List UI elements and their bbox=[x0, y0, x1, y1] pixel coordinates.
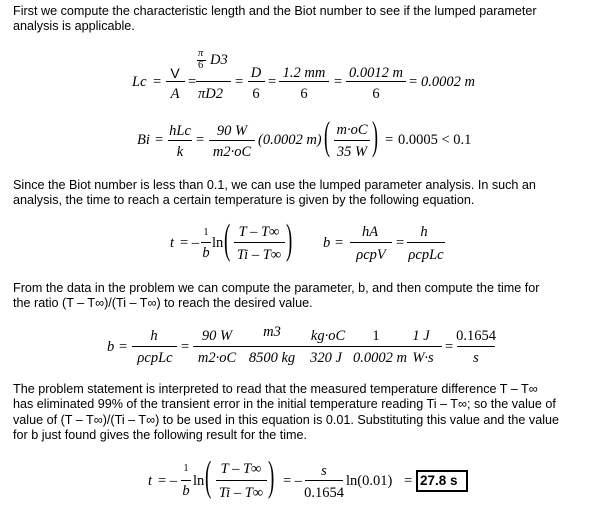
fraction-bar bbox=[305, 480, 343, 481]
fraction-bar bbox=[181, 480, 191, 481]
right-paren: ) bbox=[286, 217, 293, 263]
text-line: analysis, the time to reach a certain temperature is given by the following equation. bbox=[13, 193, 475, 208]
equals: = bbox=[196, 132, 205, 148]
length-value: (0.0002 m) bbox=[258, 132, 322, 148]
t-minus-tinf: T – T∞ bbox=[220, 461, 262, 477]
fraction-bar bbox=[201, 242, 211, 243]
bi-denominator: m2·oC bbox=[212, 144, 252, 160]
text-line: From the data in the problem we can compute the parameter, b, and then compute the time for bbox=[13, 281, 540, 295]
fraction-bar bbox=[216, 480, 267, 481]
fraction-bar bbox=[407, 242, 445, 243]
bi-result: 0.0005 < 0.1 bbox=[398, 132, 472, 148]
ln: ln bbox=[193, 473, 205, 489]
fraction-bar bbox=[279, 81, 329, 82]
paragraph-lumped bbox=[13, 178, 609, 209]
equals: = bbox=[181, 339, 190, 355]
equals: = bbox=[153, 74, 162, 90]
paragraph-intro bbox=[13, 4, 609, 35]
k-denominator: k bbox=[176, 144, 184, 160]
numerator-1-2-mm: 1.2 mm bbox=[282, 65, 326, 81]
pi-symbol: π bbox=[198, 48, 204, 59]
equals: = bbox=[335, 235, 344, 251]
equals: = bbox=[409, 74, 418, 90]
t-symbol: t bbox=[170, 235, 175, 251]
bi-symbol: Bi bbox=[137, 132, 150, 148]
paragraph-interpretation bbox=[13, 382, 609, 443]
b-symbol: b bbox=[323, 235, 331, 251]
t-symbol: t bbox=[148, 473, 153, 489]
one-numerator: 1 bbox=[203, 227, 209, 238]
ln-0-01: ln(0.01) bbox=[346, 473, 393, 489]
d-numerator: D bbox=[250, 65, 262, 81]
left-paren: ( bbox=[324, 113, 330, 158]
text-line: the ratio (T – T∞)/(Ti – T∞) to reach the desired value. bbox=[13, 296, 313, 311]
fraction-bar bbox=[166, 81, 185, 82]
fraction-bar bbox=[346, 81, 406, 82]
right-paren: ) bbox=[268, 454, 275, 500]
b-denominator: b bbox=[182, 483, 190, 499]
answer-box bbox=[416, 470, 468, 492]
fraction-bar bbox=[248, 81, 265, 82]
equals-minus: = – bbox=[158, 473, 178, 489]
paragraph-data bbox=[13, 281, 609, 312]
equals: = bbox=[268, 74, 277, 90]
f3-numerator: kg·oC bbox=[310, 328, 346, 344]
fraction-bar bbox=[457, 346, 495, 347]
f5-numerator: 1 J bbox=[412, 328, 430, 344]
s-numerator: s bbox=[321, 463, 327, 479]
six-denominator: 6 bbox=[300, 86, 308, 102]
b-symbol: b bbox=[107, 339, 115, 355]
rho-c-lc: ρcpLc bbox=[408, 247, 444, 263]
text-line: The problem statement is interpreted to read that the measured temperature difference T – T∞ bbox=[13, 382, 538, 396]
six-denominator: 6 bbox=[252, 86, 260, 102]
d-cubed: D3 bbox=[210, 52, 228, 68]
f1-denominator: m2·oC bbox=[197, 350, 237, 366]
six: 6 bbox=[198, 60, 204, 71]
equals: = bbox=[119, 339, 128, 355]
six-denominator: 6 bbox=[372, 86, 380, 102]
equals: = bbox=[445, 339, 454, 355]
result-numerator: 0.1654 bbox=[456, 328, 496, 344]
text-line: for b just found gives the following result for the time. bbox=[13, 427, 308, 442]
h-numerator: h bbox=[420, 224, 428, 240]
lc-symbol: Lc bbox=[132, 74, 147, 90]
equals-minus: = – bbox=[283, 473, 303, 489]
text-line: Since the Biot number is less than 0.1, we can use the lumped parameter analysis. In such an bbox=[13, 178, 536, 192]
f2-denominator: 8500 kg bbox=[248, 350, 296, 366]
f5-denominator: W·s bbox=[412, 350, 434, 366]
hlc-numerator: hLc bbox=[169, 123, 191, 139]
equals-minus: = – bbox=[180, 235, 200, 251]
equals: = bbox=[188, 74, 197, 90]
ti-minus-tinf: Ti – T∞ bbox=[236, 247, 282, 263]
text-line: analysis is applicable. bbox=[13, 19, 135, 34]
fraction-bar bbox=[132, 346, 177, 347]
lc-result: 0.0002 m bbox=[421, 74, 475, 90]
fraction-bar bbox=[193, 346, 442, 347]
text-line: value of (T – T∞)/(Ti – T∞) to be used in this equation is 0.01. Substituting this value and the value bbox=[13, 412, 560, 427]
text-line: First we compute the characteristic length and the Biot number to see if the lumped parameter bbox=[13, 4, 537, 18]
equals: = bbox=[396, 235, 405, 251]
numerator-0-0012-m: 0.0012 m bbox=[349, 65, 403, 81]
ti-minus-tinf: Ti – T∞ bbox=[218, 485, 264, 501]
answer-value: 27.8 s bbox=[420, 473, 458, 488]
f2-numerator: m3 bbox=[263, 324, 281, 340]
f4-denominator: 0.0002 m bbox=[353, 350, 407, 366]
one-numerator: 1 bbox=[183, 463, 189, 474]
left-paren: ( bbox=[205, 454, 212, 500]
equals: = bbox=[404, 473, 413, 489]
b-denominator: b bbox=[202, 245, 210, 261]
fraction-bar bbox=[350, 242, 392, 243]
h-numerator: h bbox=[150, 328, 158, 344]
v-numerator: V bbox=[170, 65, 180, 81]
ha-numerator: hA bbox=[361, 224, 379, 240]
rho-c-lc: ρcpLc bbox=[137, 350, 173, 366]
f4-numerator: 1 bbox=[372, 328, 380, 344]
equals: = bbox=[385, 132, 394, 148]
fraction-bar bbox=[234, 242, 285, 243]
fraction-bar bbox=[196, 81, 231, 82]
f1-numerator: 90 W bbox=[201, 328, 233, 344]
pi-d-squared: πD2 bbox=[198, 86, 223, 102]
a-denominator: A bbox=[170, 86, 180, 102]
ln: ln bbox=[212, 235, 224, 251]
text-line: has eliminated 99% of the transient error in the initial temperature reading Ti – T∞; so the value of bbox=[13, 397, 556, 412]
inner-numerator: m·oC bbox=[336, 122, 368, 138]
right-paren: ) bbox=[372, 113, 378, 158]
bi-numerator: 90 W bbox=[216, 123, 248, 139]
rho-c-v: ρcpV bbox=[356, 247, 386, 263]
f3-denominator: 320 J bbox=[310, 350, 342, 366]
fraction-bar bbox=[168, 140, 192, 141]
fraction-bar bbox=[209, 140, 255, 141]
t-minus-tinf: T – T∞ bbox=[238, 224, 280, 240]
equals: = bbox=[235, 74, 244, 90]
fraction-bar bbox=[334, 140, 370, 141]
result-denominator: s bbox=[473, 350, 479, 366]
value-denominator: 0.1654 bbox=[304, 485, 344, 501]
equals: = bbox=[155, 132, 164, 148]
inner-denominator: 35 W bbox=[336, 144, 368, 160]
equals: = bbox=[334, 74, 343, 90]
left-paren: ( bbox=[224, 217, 231, 263]
